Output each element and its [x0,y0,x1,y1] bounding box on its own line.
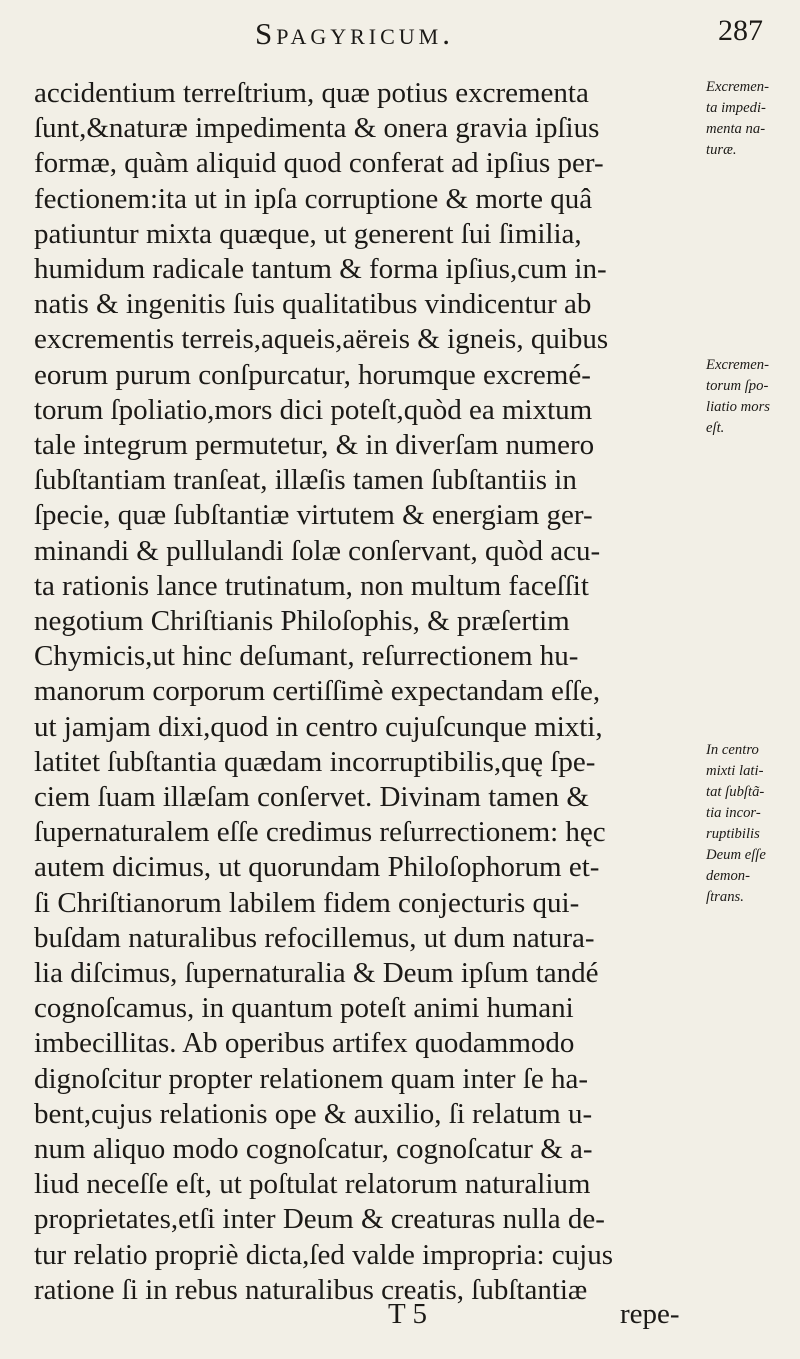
text-line: humidum radicale tantum & forma ipſius,cum in- [34,253,607,285]
margin-note-line: ta impedi- [706,100,766,116]
text-line: num aliquo modo cognoſcatur, cognoſcatur & a- [34,1133,593,1165]
catchword: repe- [620,1298,680,1330]
text-line: ratione ſi in rebus naturalibus creatis, ſubſtantiæ [34,1273,588,1306]
text-line: natis & ingenitis ſuis qualitatibus vindicentur ab [34,288,592,321]
text-line: fectionem:ita ut in ipſa corruptione & morte quâ [34,182,593,215]
text-line: imbecillitas. Ab operibus artifex quodammodo [34,1027,575,1060]
text-line: ta rationis lance trutinatum, non multum faceſſit [34,569,589,602]
margin-note-line: turæ. [706,142,737,158]
text-line: lia diſcimus, ſupernaturalia & Deum ipſum tandé [34,957,599,989]
margin-note-line: Excremen- [706,79,770,95]
margin-note-line: Excremen- [706,357,770,373]
text-line: ſpecie, quæ ſubſtantiæ virtutem & energiam ger- [34,499,593,532]
margin-note-line: liatio mors [706,399,771,415]
text-line: bent,cujus relationis ope & auxilio, ſi relatum u- [34,1097,593,1130]
text-line: torum ſpoliatio,mors dici poteſt,quòd ea mixtum [34,393,593,426]
running-title: Spagyricum. [255,16,454,51]
margin-note-line: mixti lati- [706,763,764,779]
text-line: ſunt,&naturæ impedimenta & onera gravia ipſius [34,112,600,145]
margin-note-line: eſt. [706,420,725,436]
page-number: 287 [718,14,763,47]
text-line: liud neceſſe eſt, ut poſtulat relatorum naturalium [34,1168,591,1201]
text-line: autem dicimus, ut quorundam Philoſophorum et- [34,851,600,884]
margin-note-line: tia incor- [706,805,761,821]
text-line: formæ, quàm aliquid quod conferat ad ipſius per- [34,147,604,180]
text-line: tale integrum permutetur, & in diverſam numero [34,429,595,461]
text-line: dignoſcitur propter relationem quam inter ſe ha- [34,1062,589,1095]
margin-note-line: ruptibilis [706,826,760,842]
text-line: accidentium terreſtrium, quæ potius excrementa [34,77,589,109]
text-line: cognoſcamus, in quantum poteſt animi humani [34,992,574,1025]
text-line: manorum corporum certiſſimè expectandam eſſe, [34,675,601,708]
text-line: ſupernaturalem eſſe credimus reſurrectionem: hęc [34,816,606,849]
margin-note-line: demon- [706,868,751,884]
text-line: tur relatio propriè dicta,ſed valde impropria: cujus [34,1238,613,1271]
text-line: eorum purum conſpurcatur, horumque excremé- [34,358,591,391]
text-line: buſdam naturalibus refocillemus, ut dum natura- [34,921,595,954]
text-line: minandi & pullulandi ſolæ conſervant, quòd acu- [34,534,601,567]
margin-note-line: torum ſpo- [706,378,769,394]
margin-note-line: tat ſubſtã- [706,784,765,800]
signature-mark: T 5 [388,1298,427,1330]
text-line: ciem ſuam illæſam conſervet. Divinam tamen & [34,781,589,813]
text-line: negotium Chriſtianis Philoſophis, & præſertim [34,605,570,637]
text-line: patiuntur mixta quæque, ut generent ſui ſimilia, [34,217,582,250]
text-line: ſubſtantiam tranſeat, illæſis tamen ſubſtantiis in [34,464,577,497]
text-line: ſi Chriſtianorum labilem fidem conjecturis qui- [34,886,580,919]
text-line: ut jamjam dixi,quod in centro cujuſcunque mixti, [34,710,603,743]
text-line: latitet ſubſtantia quædam incorruptibilis,quę ſpe- [34,745,596,778]
text-line: excrementis terreis,aqueis,aëreis & igneis, quibus [34,323,609,356]
margin-note-line: ſtrans. [706,889,744,905]
margin-note-line: In centro [706,742,759,758]
text-line: Chymicis,ut hinc deſumant, reſurrectionem hu- [34,640,579,673]
text-line: proprietates,etſi inter Deum & creaturas nulla de- [34,1203,605,1236]
margin-note-line: Deum eſſe [706,847,766,863]
margin-note-line: menta na- [706,121,766,137]
